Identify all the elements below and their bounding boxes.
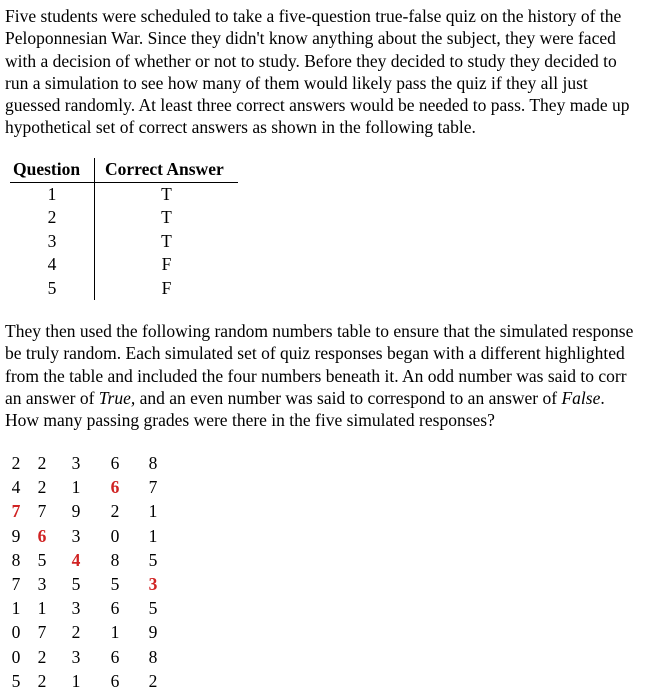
random-number: 1	[11, 598, 21, 619]
highlighted-random-number: 7	[11, 501, 21, 522]
instructions-paragraph	[5, 320, 633, 431]
random-number: 5	[71, 573, 81, 594]
random-number: 8	[11, 549, 21, 570]
intro-line: Peloponnesian War. Since they didn't know anything about the subject, they were faced	[5, 28, 616, 49]
text-segment: an answer of	[5, 387, 99, 408]
correct-answer: T	[161, 230, 172, 251]
random-number: 9	[71, 501, 81, 522]
random-number: 7	[11, 573, 21, 594]
intro-line: run a simulation to see how many of them would likely pass the quiz if they all just	[5, 72, 588, 93]
instructions-line	[5, 387, 633, 409]
random-number: 5	[37, 549, 47, 570]
random-number: 1	[148, 525, 158, 546]
question-number: 1	[47, 184, 57, 204]
random-number: 4	[11, 477, 21, 498]
random-number: 5	[110, 573, 120, 594]
instructions-line: They then used the following random numbers table to ensure that the simulated response	[5, 321, 634, 341]
random-number: 2	[37, 670, 47, 691]
random-number: 6	[110, 453, 120, 473]
intro-line: with a decision of whether or not to study. Before they decided to study they decided to	[5, 50, 617, 71]
random-number: 1	[110, 622, 120, 643]
random-number: 8	[148, 453, 158, 473]
answer-table	[10, 158, 238, 300]
random-number: 5	[148, 549, 158, 570]
header-question: Question	[13, 159, 81, 179]
intro-line: guessed randomly. At least three correct answers would be needed to pass. They made up	[5, 95, 630, 116]
question-number: 5	[47, 277, 57, 298]
random-number: 3	[71, 525, 81, 546]
instructions-line: from the table and included the four numbers beneath it. An odd number was said to corr	[5, 365, 627, 386]
random-number: 7	[37, 501, 47, 522]
random-number: 7	[37, 622, 47, 643]
random-number: 3	[71, 646, 81, 667]
question-number: 4	[47, 254, 57, 275]
random-number: 9	[148, 622, 158, 643]
table-row	[10, 230, 238, 253]
highlighted-random-number: 4	[71, 549, 81, 570]
random-number: 0	[110, 525, 120, 546]
table-row	[10, 183, 238, 206]
correct-answer: F	[161, 277, 172, 298]
true-term: True,	[98, 387, 136, 408]
intro-paragraph	[5, 5, 629, 139]
random-number: 3	[37, 573, 47, 594]
highlighted-random-number: 6	[37, 525, 47, 546]
correct-answer: T	[161, 184, 172, 204]
random-number: 1	[148, 501, 158, 522]
random-number: 2	[11, 453, 21, 473]
random-number: 2	[148, 670, 158, 691]
random-number: 0	[11, 622, 21, 643]
random-number: 2	[71, 622, 81, 643]
random-number: 2	[37, 453, 47, 473]
false-term: False	[561, 387, 601, 408]
random-number: 2	[37, 477, 47, 498]
random-number: 5	[148, 598, 158, 619]
table-row	[10, 206, 238, 229]
question-number: 3	[47, 230, 57, 251]
header-correct-answer: Correct Answer	[105, 159, 224, 179]
random-number: 1	[71, 670, 81, 691]
text-segment: and an even number was said to correspond to an answer of	[135, 387, 562, 408]
random-number: 0	[11, 646, 21, 667]
random-number: 7	[148, 477, 158, 498]
table-header	[10, 158, 238, 183]
random-number: 8	[148, 646, 158, 667]
instructions-line: be truly random. Each simulated set of quiz responses began with a different highlighted	[5, 343, 625, 364]
random-number: 1	[37, 598, 47, 619]
random-number: 6	[110, 598, 120, 619]
correct-answer: F	[161, 254, 172, 275]
correct-answer: T	[161, 207, 172, 228]
random-number: 2	[110, 501, 120, 522]
intro-line: Five students were scheduled to take a five-question true-false quiz on the history of the	[5, 6, 622, 26]
random-number: 1	[71, 477, 81, 498]
intro-line: hypothetical set of correct answers as shown in the following table.	[5, 117, 476, 138]
question-line: How many passing grades were there in the five simulated responses?	[5, 410, 495, 431]
random-number: 9	[11, 525, 21, 546]
random-number: 8	[110, 549, 120, 570]
random-number: 2	[37, 646, 47, 667]
highlighted-random-number: 6	[110, 477, 120, 498]
random-number: 5	[11, 670, 21, 691]
random-number: 3	[71, 598, 81, 619]
table-row	[10, 253, 238, 276]
highlighted-random-number: 3	[148, 573, 158, 594]
question-number: 2	[47, 207, 57, 228]
random-number: 6	[110, 646, 120, 667]
random-number: 3	[71, 453, 81, 473]
table-row	[10, 277, 238, 300]
random-number: 6	[110, 670, 120, 691]
text-segment: .	[600, 387, 605, 408]
